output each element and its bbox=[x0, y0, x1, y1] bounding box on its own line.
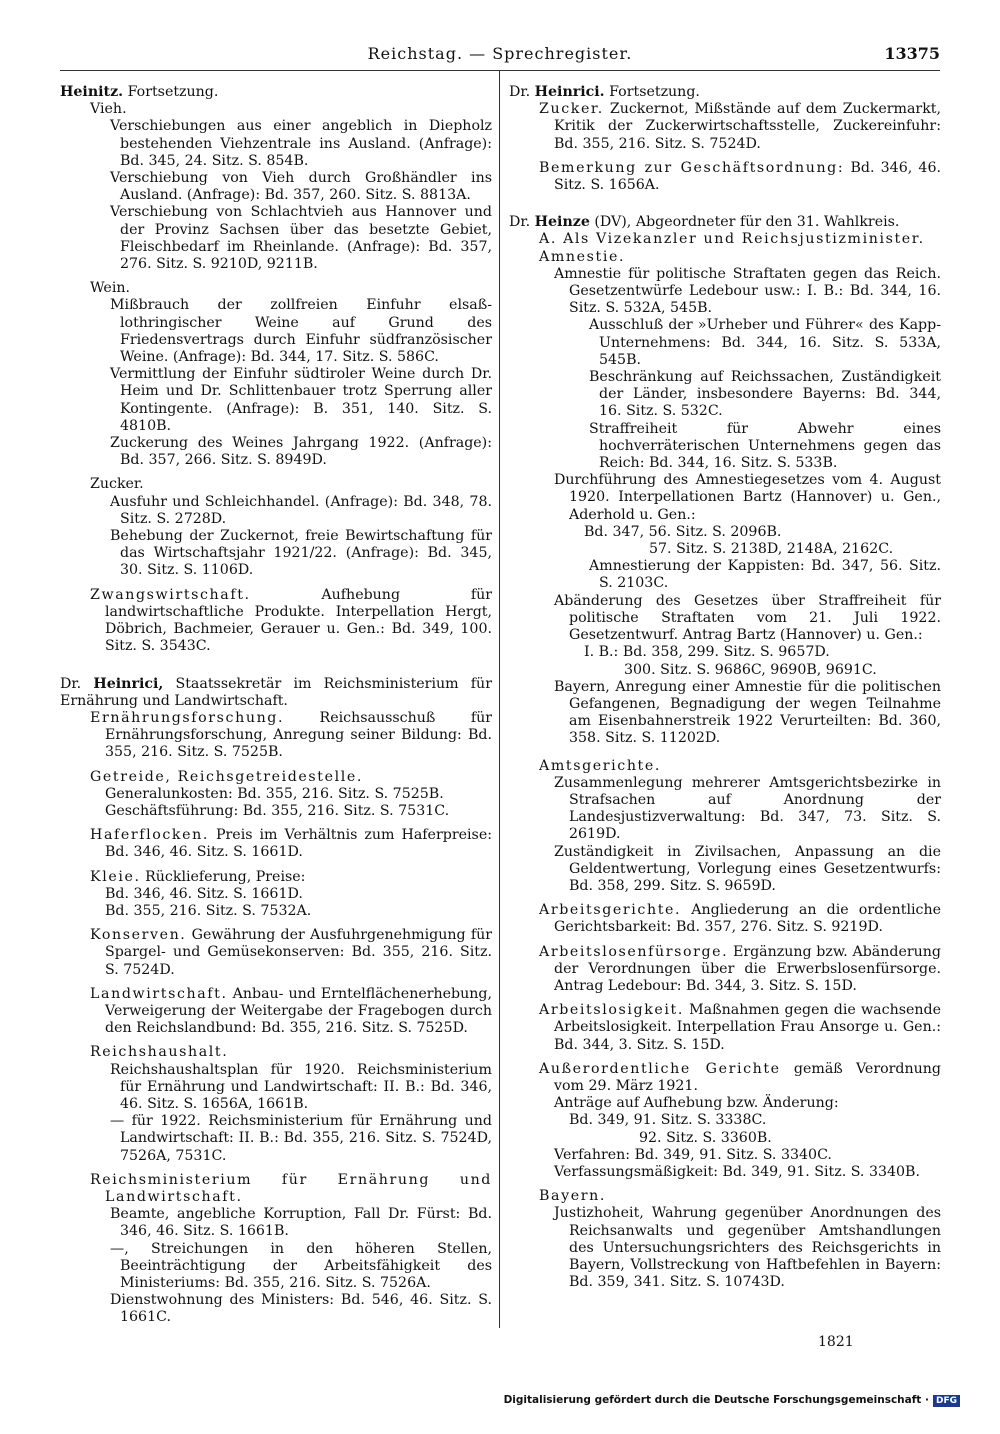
speaker-title: Dr. bbox=[60, 675, 94, 692]
entry-text: Bd. 349, 91. Sitz. S. 3338C. bbox=[569, 1112, 767, 1129]
register-entry bbox=[90, 709, 492, 762]
spacer bbox=[60, 273, 492, 280]
register-entry bbox=[584, 524, 941, 541]
register-entry bbox=[639, 1130, 941, 1147]
register-entry bbox=[105, 903, 492, 920]
header-rule bbox=[60, 70, 940, 71]
speaker-heading bbox=[509, 214, 941, 231]
register-entry bbox=[554, 265, 941, 318]
speaker-name: Heinitz. bbox=[60, 84, 124, 100]
spacer bbox=[509, 748, 941, 758]
entry-text: Fortsetzung. bbox=[123, 84, 219, 100]
speaker-name: Heinze bbox=[534, 214, 590, 231]
register-entry bbox=[110, 297, 492, 366]
spacer bbox=[60, 820, 492, 827]
entry-text: Justizhoheit, Wahrung gegenüber Anordnungen des Reichsanwalts und gegenüber Amtshandlungen des Untersuchungsrichters des Reichsgerichts in Bayern, Vollstreckung von Haftbefehlen in Bayern: Bd. 359, 341. Sitz. S. 10743D. bbox=[554, 1205, 941, 1291]
entry-text: Anträge auf Aufhebung bzw. Änderung: bbox=[554, 1095, 839, 1112]
entry-text: Straffreiheit für Abwehr eines hochverräterischen Unternehmens gegen das Reich: Bd. 344, 16. Sitz. S. 533B. bbox=[589, 420, 941, 472]
subject-keyword: Zucker. bbox=[539, 101, 604, 118]
entry-text: Bd. 346, 46. Sitz. S. 1661D. bbox=[105, 885, 303, 902]
register-entry bbox=[539, 1060, 941, 1095]
entry-text: Bd. 347, 56. Sitz. S. 2096B. bbox=[584, 523, 782, 540]
register-entry bbox=[110, 493, 492, 528]
entry-text: Verschiebung von Schlachtvieh aus Hannover und der Provinz Sachsen über das besetzte Gebiet, Fleischbedarf im Rheinlande. (Anfrage): Bd. 357, 276. Sitz. S. 9210D, 9211B. bbox=[110, 204, 492, 273]
spacer bbox=[60, 666, 492, 676]
register-entry bbox=[589, 317, 941, 369]
register-entry bbox=[90, 985, 492, 1038]
register-entry bbox=[110, 204, 492, 273]
entry-text: I. B.: Bd. 358, 299. Sitz. S. 9657D. bbox=[584, 644, 830, 661]
register-entry bbox=[589, 369, 941, 421]
register-entry bbox=[105, 803, 492, 820]
spacer bbox=[60, 862, 492, 869]
column-divider bbox=[499, 70, 500, 1328]
entry-text: Amnestie für politische Straftaten gegen das Reich. Gesetzentwürfe Ledebour usw.: I. B.: Bd. 344, 16. Sitz. S. 532A, 545B. bbox=[554, 265, 941, 317]
register-entry bbox=[105, 886, 492, 903]
register-entry bbox=[554, 592, 941, 645]
speaker-name: Heinrici, bbox=[93, 675, 164, 692]
spacer bbox=[60, 920, 492, 927]
entry-text: Zuständigkeit in Zivilsachen, Anpassung an die Geldentwertung, Vorlegung eines Gesetzentwurfs: Bd. 358, 299. Sitz. S. 9659D. bbox=[554, 843, 941, 894]
register-entry bbox=[90, 768, 492, 786]
entry-text: Zusammenlegung mehrerer Amtsgerichtsbezirke in Strafsachen auf Anordnung der Landesjustizverwaltung: Bd. 347, 73. Sitz. S. 2619D. bbox=[554, 774, 941, 843]
register-entry bbox=[90, 476, 492, 493]
dfg-logo: DFG bbox=[933, 1395, 960, 1407]
register-entry bbox=[649, 541, 941, 558]
subject-keyword: Außerordentliche Gerichte bbox=[539, 1060, 781, 1077]
spacer bbox=[509, 1181, 941, 1188]
entry-text: Verschiebung von Vieh durch Großhändler ins Ausland. (Anfrage): Bd. 357, 260. Sitz. S. 8813A. bbox=[110, 170, 492, 204]
spacer bbox=[60, 762, 492, 769]
spacer bbox=[60, 656, 492, 666]
spacer bbox=[60, 979, 492, 986]
register-entry bbox=[90, 927, 492, 979]
spacer bbox=[60, 580, 492, 587]
entry-text: Reichsausschuß für Ernährungsforschung, Anregung seiner Bildung: Bd. 355, 216. Sitz. S. 7525B. bbox=[105, 709, 492, 761]
entry-text: Preis im Verhältnis zum Haferpreise: Bd. 346, 46. Sitz. S. 1661D. bbox=[105, 827, 492, 861]
entry-text: 57. Sitz. S. 2138D, 2148A, 2162C. bbox=[649, 541, 894, 558]
register-entry bbox=[539, 902, 941, 936]
subject-keyword: Landwirtschaft. bbox=[90, 985, 228, 1002]
speaker-heading bbox=[509, 84, 941, 101]
entry-text: Beamte, angebliche Korruption, Fall Dr. Fürst: Bd. 346, 46. Sitz. S. 1661B. bbox=[110, 1206, 492, 1240]
register-entry bbox=[554, 1147, 941, 1164]
register-entry bbox=[589, 420, 941, 473]
register-entry bbox=[539, 1188, 941, 1205]
register-entry bbox=[539, 249, 941, 266]
register-entry bbox=[569, 1112, 941, 1129]
entry-text: Ausfuhr und Schleichhandel. (Anfrage): Bd. 348, 78. Sitz. S. 2728D. bbox=[110, 493, 492, 527]
spacer bbox=[60, 1165, 492, 1172]
entry-text: Zuckernot, Mißstände auf dem Zuckermarkt, Kritik der Zuckerwirtschaftsstelle, Zuckereinfuhr: Bd. 355, 216. Sitz. S. 7524D. bbox=[554, 101, 941, 152]
entry-text: Geschäftsführung: Bd. 355, 216. Sitz. S. 7531C. bbox=[105, 802, 450, 819]
entry-text: Zucker. bbox=[90, 476, 144, 493]
subject-keyword: Reichshaushalt. bbox=[90, 1044, 229, 1061]
subject-keyword: Bemerkung zur Geschäftsordnung: bbox=[539, 159, 845, 176]
entry-text: Vermittlung der Einfuhr südtiroler Weine durch Dr. Heim und Dr. Schlittenbauer trotz Sperrung aller Kontingente. (Anfrage): B. 351, 140. Sitz. S. 4810B. bbox=[110, 366, 492, 434]
entry-text: Beschränkung auf Reichssachen, Zuständigkeit der Länder, insbesondere Bayerns: Bd. 344, 16. Sitz. S. 532C. bbox=[589, 369, 941, 420]
register-entry bbox=[539, 231, 941, 248]
entry-text: Aufhebung für landwirtschaftliche Produkte. Interpellation Hergt, Döbrich, Bachmeier, Gerauer u. Gen.: Bd. 349, 100. Sitz. S. 3543C. bbox=[105, 586, 492, 655]
spacer bbox=[509, 194, 941, 204]
register-entry bbox=[90, 1044, 492, 1061]
entry-text: Vieh. bbox=[90, 101, 127, 118]
register-entry bbox=[90, 280, 492, 297]
register-entry bbox=[90, 827, 492, 861]
entry-text: Reichshaushaltsplan für 1920. Reichsministerium für Ernährung und Landwirtschaft: II. B.: Bd. 346, 46. Sitz. S. 1656A, 1661B. bbox=[110, 1061, 492, 1112]
register-entry bbox=[110, 1061, 492, 1114]
register-entry bbox=[554, 472, 941, 524]
entry-text: Zuckerung des Weines Jahrgang 1922. (Anfrage): Bd. 357, 266. Sitz. S. 8949D. bbox=[110, 435, 492, 469]
subject-keyword: Arbeitsgerichte. bbox=[539, 902, 682, 919]
register-entry bbox=[589, 558, 941, 592]
subject-keyword: Amnestie. bbox=[539, 248, 626, 265]
subject-keyword: Arbeitslosigkeit. bbox=[539, 1002, 684, 1019]
left-column bbox=[60, 84, 492, 1327]
register-entry bbox=[539, 1002, 941, 1054]
register-entry bbox=[110, 1113, 492, 1165]
subject-keyword: Haferflocken. bbox=[90, 827, 209, 844]
entry-text: Generalunkosten: Bd. 355, 216. Sitz. S. 7525B. bbox=[105, 785, 444, 802]
entry-text: 92. Sitz. S. 3360B. bbox=[639, 1129, 772, 1146]
entry-text: Bayern, Anregung einer Amnestie für die politischen Gefangenen, Begnadigung der wegen Teilnahme am Eisenbahnerstreik 1922 Verurteilten: Bd. 360, 358. Sitz. S. 11202D. bbox=[554, 678, 941, 747]
subject-keyword: Kleie. bbox=[90, 868, 141, 885]
running-title: Reichstag. — Sprechregister. bbox=[367, 44, 633, 63]
entry-text: Behebung der Zuckernot, freie Bewirtschaftung für das Wirtschaftsjahr 1921/22. (Anfrage): Bd. 345, 30. Sitz. S. 1106D. bbox=[110, 528, 492, 579]
entry-text: gemäß Verordnung vom 29. März 1921. bbox=[554, 1060, 941, 1094]
subject-keyword: Amtsgerichte. bbox=[539, 757, 661, 774]
register-entry bbox=[539, 757, 941, 775]
entry-text: Wein. bbox=[90, 280, 131, 297]
register-entry bbox=[90, 1171, 492, 1206]
entry-text: — für 1922. Reichsministerium für Ernährung und Landwirtschaft: II. B.: Bd. 355, 216. Sitz. S. 7524D, 7526A, 7531C. bbox=[110, 1113, 492, 1164]
entry-text: (DV), Abgeordneter für den 31. Wahlkreis. bbox=[589, 214, 900, 231]
speaker-title: Dr. bbox=[509, 84, 535, 100]
register-entry bbox=[110, 1292, 492, 1326]
register-entry bbox=[539, 159, 941, 194]
subject-keyword: Zwangswirtschaft. bbox=[90, 586, 251, 603]
entry-text: Anbau- und Erntelflächenerhebung, Verweigerung der Weitergabe der Fragebogen durch den Reichslandbund: Bd. 355, 216. Sitz. S. 7525D. bbox=[105, 985, 492, 1037]
spacer bbox=[509, 937, 941, 944]
speaker-heading bbox=[60, 676, 492, 710]
entry-text: Fortsetzung. bbox=[604, 84, 700, 100]
subject-keyword: Reichsministerium für Ernährung und Landwirtschaft. bbox=[90, 1171, 492, 1205]
register-entry bbox=[554, 678, 941, 748]
entry-text: Gewährung der Ausfuhrgenehmigung für Spargel- und Gemüsekonserven: Bd. 355, 216. Sitz. S. 7524D. bbox=[105, 927, 492, 978]
entry-text: Verfassungsmäßigkeit: Bd. 349, 91. Sitz. S. 3340B. bbox=[554, 1163, 920, 1180]
subject-keyword: Getreide, Reichsgetreidestelle. bbox=[90, 768, 363, 785]
digitization-note-text: Digitalisierung gefördert durch die Deutsche Forschungsgemeinschaft · bbox=[503, 1394, 929, 1406]
register-entry bbox=[554, 843, 941, 896]
entry-text: Maßnahmen gegen die wachsende Arbeitslosigkeit. Interpellation Frau Ansorge u. Gen.: Bd. 344, 3. Sitz. S. 15D. bbox=[554, 1002, 941, 1053]
entry-text: Bd. 355, 216. Sitz. S. 7532A. bbox=[105, 902, 312, 919]
entry-text: Bd. 346, 46. Sitz. S. 1656A. bbox=[554, 159, 941, 194]
register-entry bbox=[539, 943, 941, 996]
register-entry bbox=[554, 774, 941, 844]
entry-text: Durchführung des Amnestiegesetzes vom 4. August 1920. Interpellationen Bartz (Hannover) u. Gen., Aderhold u. Gen.: bbox=[554, 472, 941, 523]
entry-text: Ausschluß der »Urheber und Führer« des Kapp-Unternehmens: Bd. 344, 16. Sitz. S. 533A, 545B. bbox=[589, 317, 941, 368]
register-entry bbox=[105, 786, 492, 803]
entry-text: 300. Sitz. S. 9686C, 9690B, 9691C. bbox=[624, 661, 877, 678]
spacer bbox=[509, 153, 941, 160]
entry-text: Mißbrauch der zollfreien Einfuhr elsaß-lothringischer Weine auf Grund des Friedensvertrags durch Einfuhr südfranzösischer Weine. (Anfrage): Bd. 344, 17. Sitz. S. 586C. bbox=[110, 297, 492, 366]
entry-text: Amnestierung der Kappisten: Bd. 347, 56. Sitz. S. 2103C. bbox=[589, 558, 941, 592]
register-entry bbox=[110, 1240, 492, 1293]
register-entry bbox=[554, 1095, 941, 1112]
entry-text: Dienstwohnung des Ministers: Bd. 546, 46. Sitz. S. 1661C. bbox=[110, 1292, 492, 1326]
spacer bbox=[509, 895, 941, 902]
entry-text: Angliederung an die ordentliche Gerichtsbarkeit: Bd. 357, 276. Sitz. S. 9219D. bbox=[554, 902, 941, 936]
spacer bbox=[509, 1054, 941, 1061]
entry-text: Rücklieferung, Preise: bbox=[140, 868, 306, 885]
register-entry bbox=[110, 1206, 492, 1240]
folio-number: 1821 bbox=[818, 1334, 854, 1350]
register-entry bbox=[624, 662, 941, 679]
register-entry bbox=[110, 118, 492, 170]
entry-text: Verfahren: Bd. 349, 91. Sitz. S. 3340C. bbox=[554, 1146, 832, 1163]
digitization-note bbox=[504, 1394, 960, 1407]
subject-keyword: Arbeitslosenfürsorge. bbox=[539, 943, 729, 960]
register-entry bbox=[110, 528, 492, 580]
subject-keyword: A. Als Vizekanzler und Reichsjustizminister. bbox=[539, 231, 925, 248]
subject-keyword: Bayern. bbox=[539, 1188, 606, 1205]
register-entry bbox=[110, 435, 492, 469]
entry-text: Abänderung des Gesetzes über Straffreiheit für politische Straftaten vom 21. Juli 1922. Gesetzentwurf. Antrag Bartz (Hannover) u. Gen.: bbox=[554, 592, 941, 644]
register-entry bbox=[90, 868, 492, 886]
register-entry bbox=[539, 101, 941, 153]
register-entry bbox=[554, 1164, 941, 1181]
speaker-title: Dr. bbox=[509, 214, 535, 231]
spacer bbox=[60, 469, 492, 476]
entry-text: —, Streichungen in den höheren Stellen, Beeinträchtigung der Arbeitsfähigkeit des Ministeriums: Bd. 355, 216. Sitz. S. 7526A. bbox=[110, 1240, 492, 1291]
register-entry bbox=[110, 366, 492, 435]
register-entry bbox=[90, 586, 492, 656]
speaker-name: Heinrici. bbox=[534, 84, 605, 100]
register-entry bbox=[110, 170, 492, 204]
spacer bbox=[509, 204, 941, 214]
speaker-heading bbox=[60, 84, 492, 101]
right-column bbox=[509, 84, 941, 1291]
spacer bbox=[60, 1037, 492, 1044]
register-entry bbox=[90, 101, 492, 118]
register-entry bbox=[554, 1205, 941, 1291]
register-entry bbox=[584, 644, 941, 661]
spacer bbox=[509, 995, 941, 1002]
subject-keyword: Ernährungsforschung. bbox=[90, 709, 285, 726]
entry-text: Staatssekretär im Reichsministerium für Ernährung und Landwirtschaft. bbox=[60, 675, 492, 709]
running-header bbox=[60, 44, 940, 70]
subject-keyword: Konserven. bbox=[90, 927, 187, 944]
entry-text: Ergänzung bzw. Abänderung der Verordnungen über die Erwerbslosenfürsorge. Antrag Ledebour: Bd. 344, 3. Sitz. S. 15D. bbox=[554, 943, 941, 994]
entry-text: Verschiebungen aus einer angeblich in Diepholz bestehenden Viehzentrale ins Ausland. (Anfrage): Bd. 345, 24. Sitz. S. 854B. bbox=[110, 118, 492, 169]
page-number: 13375 bbox=[884, 44, 940, 63]
